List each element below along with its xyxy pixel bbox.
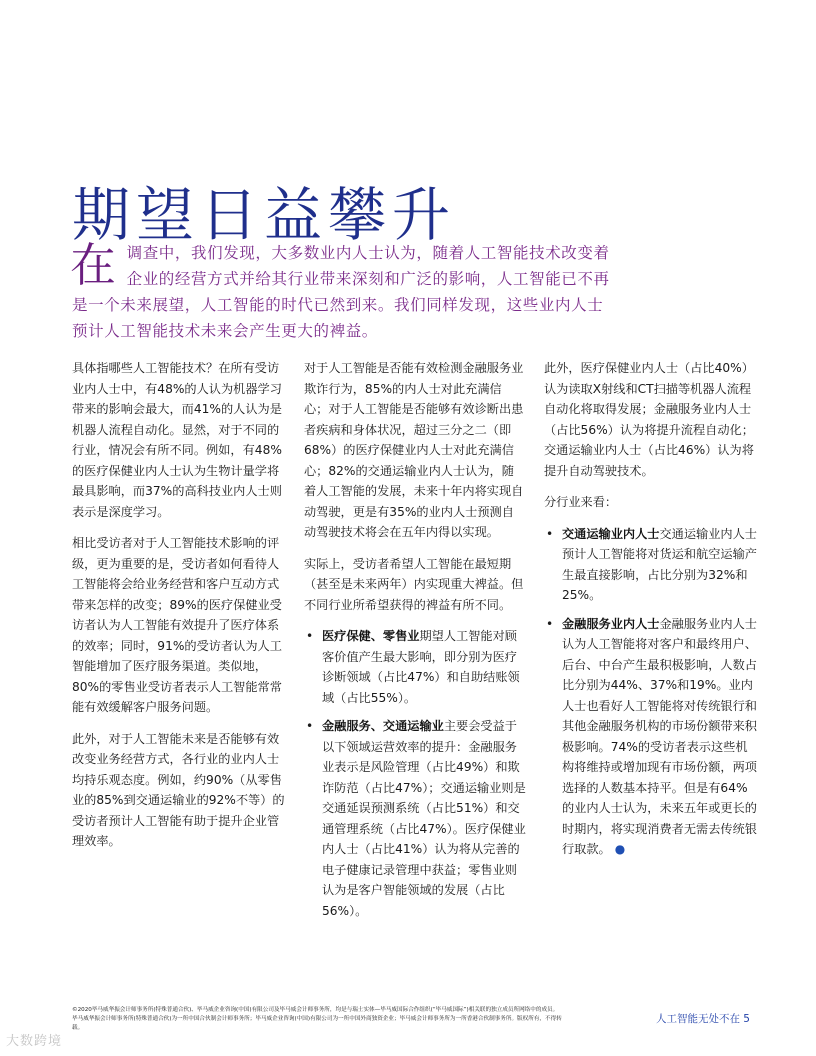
col2-bullet-healthcare-retail [304, 626, 526, 708]
end-of-article-icon: ● [614, 842, 626, 856]
col3-paragraph-2: 分行业来看： [544, 495, 618, 509]
bullet-text: 期望人工智能对顾客价值产生最大影响，即分别为医疗诊断领域（占比47%）和自助结账领域（占比55%）。 [322, 629, 520, 705]
col1-paragraph-2: 相比受访者对于人工智能技术影响的评级，更为重要的是，受访者如何看待人工智能将会给业务经营和客户互动方式带来怎样的改变；89%的医疗保健业受访者认为人工智能有效提升了医疗体系的效率；同时，91%的受访者认为人工智能增加了医疗服务渠道。类似地，80%的零售业受访者表示人工智能常常能有效缓解客户服务问题。 [72, 536, 282, 714]
col1-paragraph-1: 具体指哪些人工智能技术？在所有受访业内人士中，有48%的人认为机器学习带来的影响会最大，而41%的人认为是机器人流程自动化。显然，对于不同的行业，情况会有所不同。例如，有48%的医疗保健业内人士认为生物计量学将最具影响，而37%的高科技业内人士则表示是深度学习。 [72, 361, 282, 519]
column-2 [304, 358, 526, 932]
col2-paragraph-1: 对于人工智能是否能有效检测金融服务业欺诈行为，85%的内人士对此充满信心；对于人工智能是否能够有效诊断出患者疾病和身体状况，超过三分之二（即68%）的医疗保健业内人士对此充满信心；82%的交通运输业内人士认为，随着人工智能的发展，未来十年内将实现自动驾驶，更是有35%的业内人士预测自动驾驶技术将会在五年内得以实现。 [304, 361, 524, 539]
bullet-heading: 医疗保健、零售业 [322, 629, 420, 643]
col3-bullet-finance [544, 614, 758, 860]
page-title: 期望日益攀升 [72, 180, 457, 249]
footer-legal-notice: ©2020毕马威华振会计师事务所(特殊普通合伙)、毕马威企业咨询(中国)有限公司及毕马威会计师事务所，均是与瑞士实体—毕马威国际合作组织(“毕马威国际”)相关联的独立成员所网络中的成员。毕马威华振会计师事务所(特殊普通合伙)为一所中国合伙制会计师事务所；毕马威企业咨询(中国)有限公司为一所中国外商独资企业；毕马威会计师事务所为一所香港合伙制事务所。版权所有，不得转载。 [72, 1007, 562, 1031]
bullet-heading: 金融服务、交通运输业 [322, 719, 444, 733]
col3-bullet-transport [544, 524, 758, 606]
col2-bullet-list [304, 626, 526, 921]
bullet-text: 金融服务业内人士认为人工智能将对客户和最终用户、后台、中台产生最积极影响，人数占比分别为44%、37%和19%。业内人士也看好人工智能将对传统银行和其他金融服务机构的市场份额带来积极影响。74%的受访者表示这些机构将维持或增加现有市场份额，两项选择的人数基本持平。但是有64%的业内人士认为，未来五年或更长的时期内，将实现消费者无需去传统银行取款。 [562, 616, 757, 856]
col3-bullet-list [544, 524, 758, 860]
bullet-heading: 交通运输业内人士 [562, 526, 660, 541]
intro-paragraph [72, 240, 612, 344]
footer-page-label: 人工智能无处不在 5 [655, 1013, 750, 1025]
bullet-text: 交通运输业内人士预计人工智能将对货运和航空运输产生最直接影响，占比分别为32%和25%。 [562, 526, 757, 602]
col1-paragraph-3: 此外，对于人工智能未来是否能够有效改变业务经营方式，各行业的业内人士均持乐观态度。例如，约90%（从零售业的85%到交通运输业的92%不等）的受访者预计人工智能有助于提升企业管理效率。 [72, 731, 285, 848]
column-1 [72, 358, 286, 863]
col2-paragraph-2: 实际上，受访者希望人工智能在最短期（甚至是未来两年）内实现重大裨益。但不同行业所希望获得的裨益有所不同。 [304, 556, 524, 612]
intro-dropcap: 在 [70, 238, 117, 292]
col3-paragraph-1: 此外，医疗保健业内人士（占比40%）认为读取X射线和CT扫描等机器人流程自动化将取得发展；金融服务业内人士（占比56%）认为将提升流程自动化；交通运输业内人士（占比46%）认为将提升自动驾驶技术。 [544, 361, 754, 478]
watermark: 大数跨境 [6, 1034, 63, 1049]
column-3 [544, 358, 758, 871]
intro-text: 调查中，我们发现，大多数业内人士认为，随着人工智能技术改变着企业的经营方式并给其行业带来深刻和广泛的影响，人工智能已不再是一个未来展望，人工智能的时代已然到来。我们同样发现，这些业内人士预计人工智能技术未来会产生更大的裨益。 [72, 244, 610, 340]
bullet-text: 主要会受益于以下领域运营效率的提升：金融服务业表示是风险管理（占比49%）和欺诈防范（占比47%）；交通运输业则是交通延误预测系统（占比51%）和交通管理系统（占比47%）。医疗保健业内人士（占比41%）认为将从完善的电子健康记录管理中获益；零售业则认为是客户智能领域的发展（占比56%）。 [322, 719, 526, 918]
col2-bullet-finance-transport [304, 716, 526, 921]
bullet-heading: 金融服务业内人士 [562, 616, 660, 631]
